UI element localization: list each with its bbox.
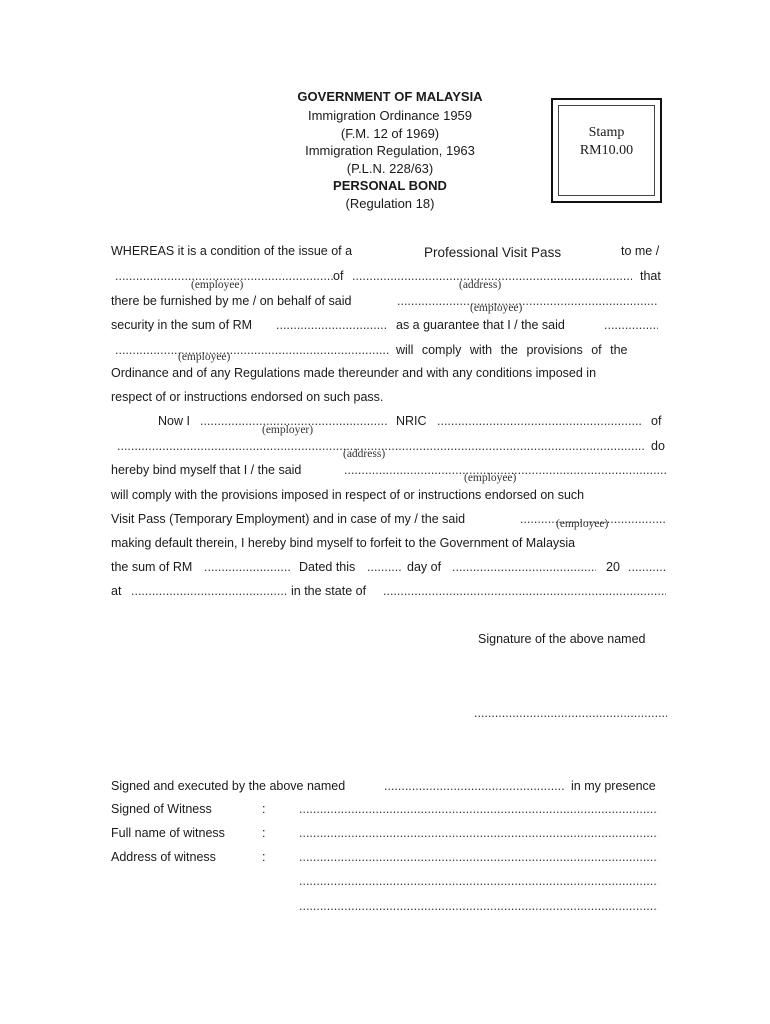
stamp-box [551, 98, 662, 203]
stamp-label: Stamp [588, 125, 625, 140]
state-text: in the state of [291, 584, 367, 598]
employee-hint-4: (employee) [464, 472, 517, 484]
nric-text: NRIC [396, 414, 427, 428]
that-text: that [640, 269, 661, 283]
bind-text: hereby bind myself that I / the said [111, 463, 302, 477]
employer-hint: (employer) [262, 424, 314, 436]
pass-type-field[interactable]: Professional Visit Pass [424, 245, 562, 260]
address-hint: (address) [459, 279, 502, 291]
witness-signature-field[interactable] [299, 802, 658, 817]
fm-line: (F.M. 12 of 1969) [340, 126, 440, 141]
form-subtitle: PERSONAL BOND [333, 178, 447, 193]
year-field[interactable] [628, 560, 666, 575]
dated-text: Dated this [299, 560, 356, 574]
furnished-text: there be furnished by me / on behalf of said [111, 294, 352, 308]
employee-hint-5: (employee) [556, 518, 609, 530]
witness-colon-2: : [262, 826, 266, 840]
ordinance-line: Immigration Ordinance 1959 [307, 108, 473, 123]
signature-field[interactable] [474, 706, 667, 721]
whereas-text: WHEREAS it is a condition of the issue of a [111, 244, 353, 258]
ordinance-text: Ordinance and of any Regulations made thereunder and with any conditions imposed in [111, 366, 597, 380]
state-field[interactable] [383, 584, 666, 599]
employee-hint-2: (employee) [470, 302, 523, 314]
employee-field-3[interactable] [115, 343, 389, 358]
executor-name-field[interactable] [384, 779, 564, 794]
security-text: security in the sum of RM [111, 318, 253, 332]
employee-hint: (employee) [191, 279, 244, 291]
signed-executed-text: Signed and executed by the above named [111, 779, 346, 793]
day-of-text: day of [407, 560, 442, 574]
witness-colon-3: : [262, 850, 266, 864]
address-hint-2: (address) [343, 448, 386, 460]
employee-hint-3: (employee) [178, 351, 231, 363]
pln-line: (P.L.N. 228/63) [346, 161, 434, 176]
of-text: of [333, 269, 344, 283]
to-me-text: to me / [621, 244, 660, 258]
said-employee-field[interactable] [604, 318, 658, 333]
witness-signed-label: Signed of Witness [111, 802, 212, 816]
will-comply-text-2: will comply with the provisions imposed in respect of or instructions endorsed on such [111, 488, 585, 502]
witness-address-label: Address of witness [111, 850, 216, 864]
nric-field[interactable] [437, 414, 643, 429]
forfeit-amount-field[interactable] [204, 560, 292, 575]
witness-address-field-2[interactable] [299, 874, 658, 889]
witness-colon-1: : [262, 802, 266, 816]
signature-label: Signature of the above named [478, 632, 646, 646]
day-field[interactable] [367, 560, 401, 575]
do-text: do [651, 439, 665, 453]
form-title: GOVERNMENT OF MALAYSIA [297, 89, 483, 104]
sum-text: the sum of RM [111, 560, 193, 574]
respect-text: respect of or instructions endorsed on such pass. [111, 390, 384, 404]
regulation-number: (Regulation 18) [345, 196, 435, 211]
default-text: making default therein, I hereby bind myself to forfeit to the Government of Malaysia [111, 536, 576, 550]
visit-pass-text: Visit Pass (Temporary Employment) and in case of my / the said [111, 512, 466, 526]
place-field[interactable] [131, 584, 287, 599]
of-text-2: of [651, 414, 662, 428]
month-field[interactable] [452, 560, 596, 575]
will-comply-text: will comply with the provisions of the [396, 343, 628, 357]
year-prefix-text: 20 [606, 560, 620, 574]
stamp-amount: RM10.00 [579, 143, 634, 158]
employee-field-2[interactable] [397, 294, 657, 309]
witness-address-field-3[interactable] [299, 899, 658, 914]
at-text: at [111, 584, 122, 598]
regulation-line: Immigration Regulation, 1963 [305, 143, 475, 158]
security-amount-field[interactable] [276, 318, 388, 333]
witness-name-field[interactable] [299, 826, 658, 841]
witness-name-label: Full name of witness [111, 826, 225, 840]
now-i-text: Now I [158, 414, 190, 428]
presence-text: in my presence [571, 779, 656, 793]
guarantee-text: as a guarantee that I / the said [396, 318, 565, 332]
witness-address-field-1[interactable] [299, 850, 658, 865]
